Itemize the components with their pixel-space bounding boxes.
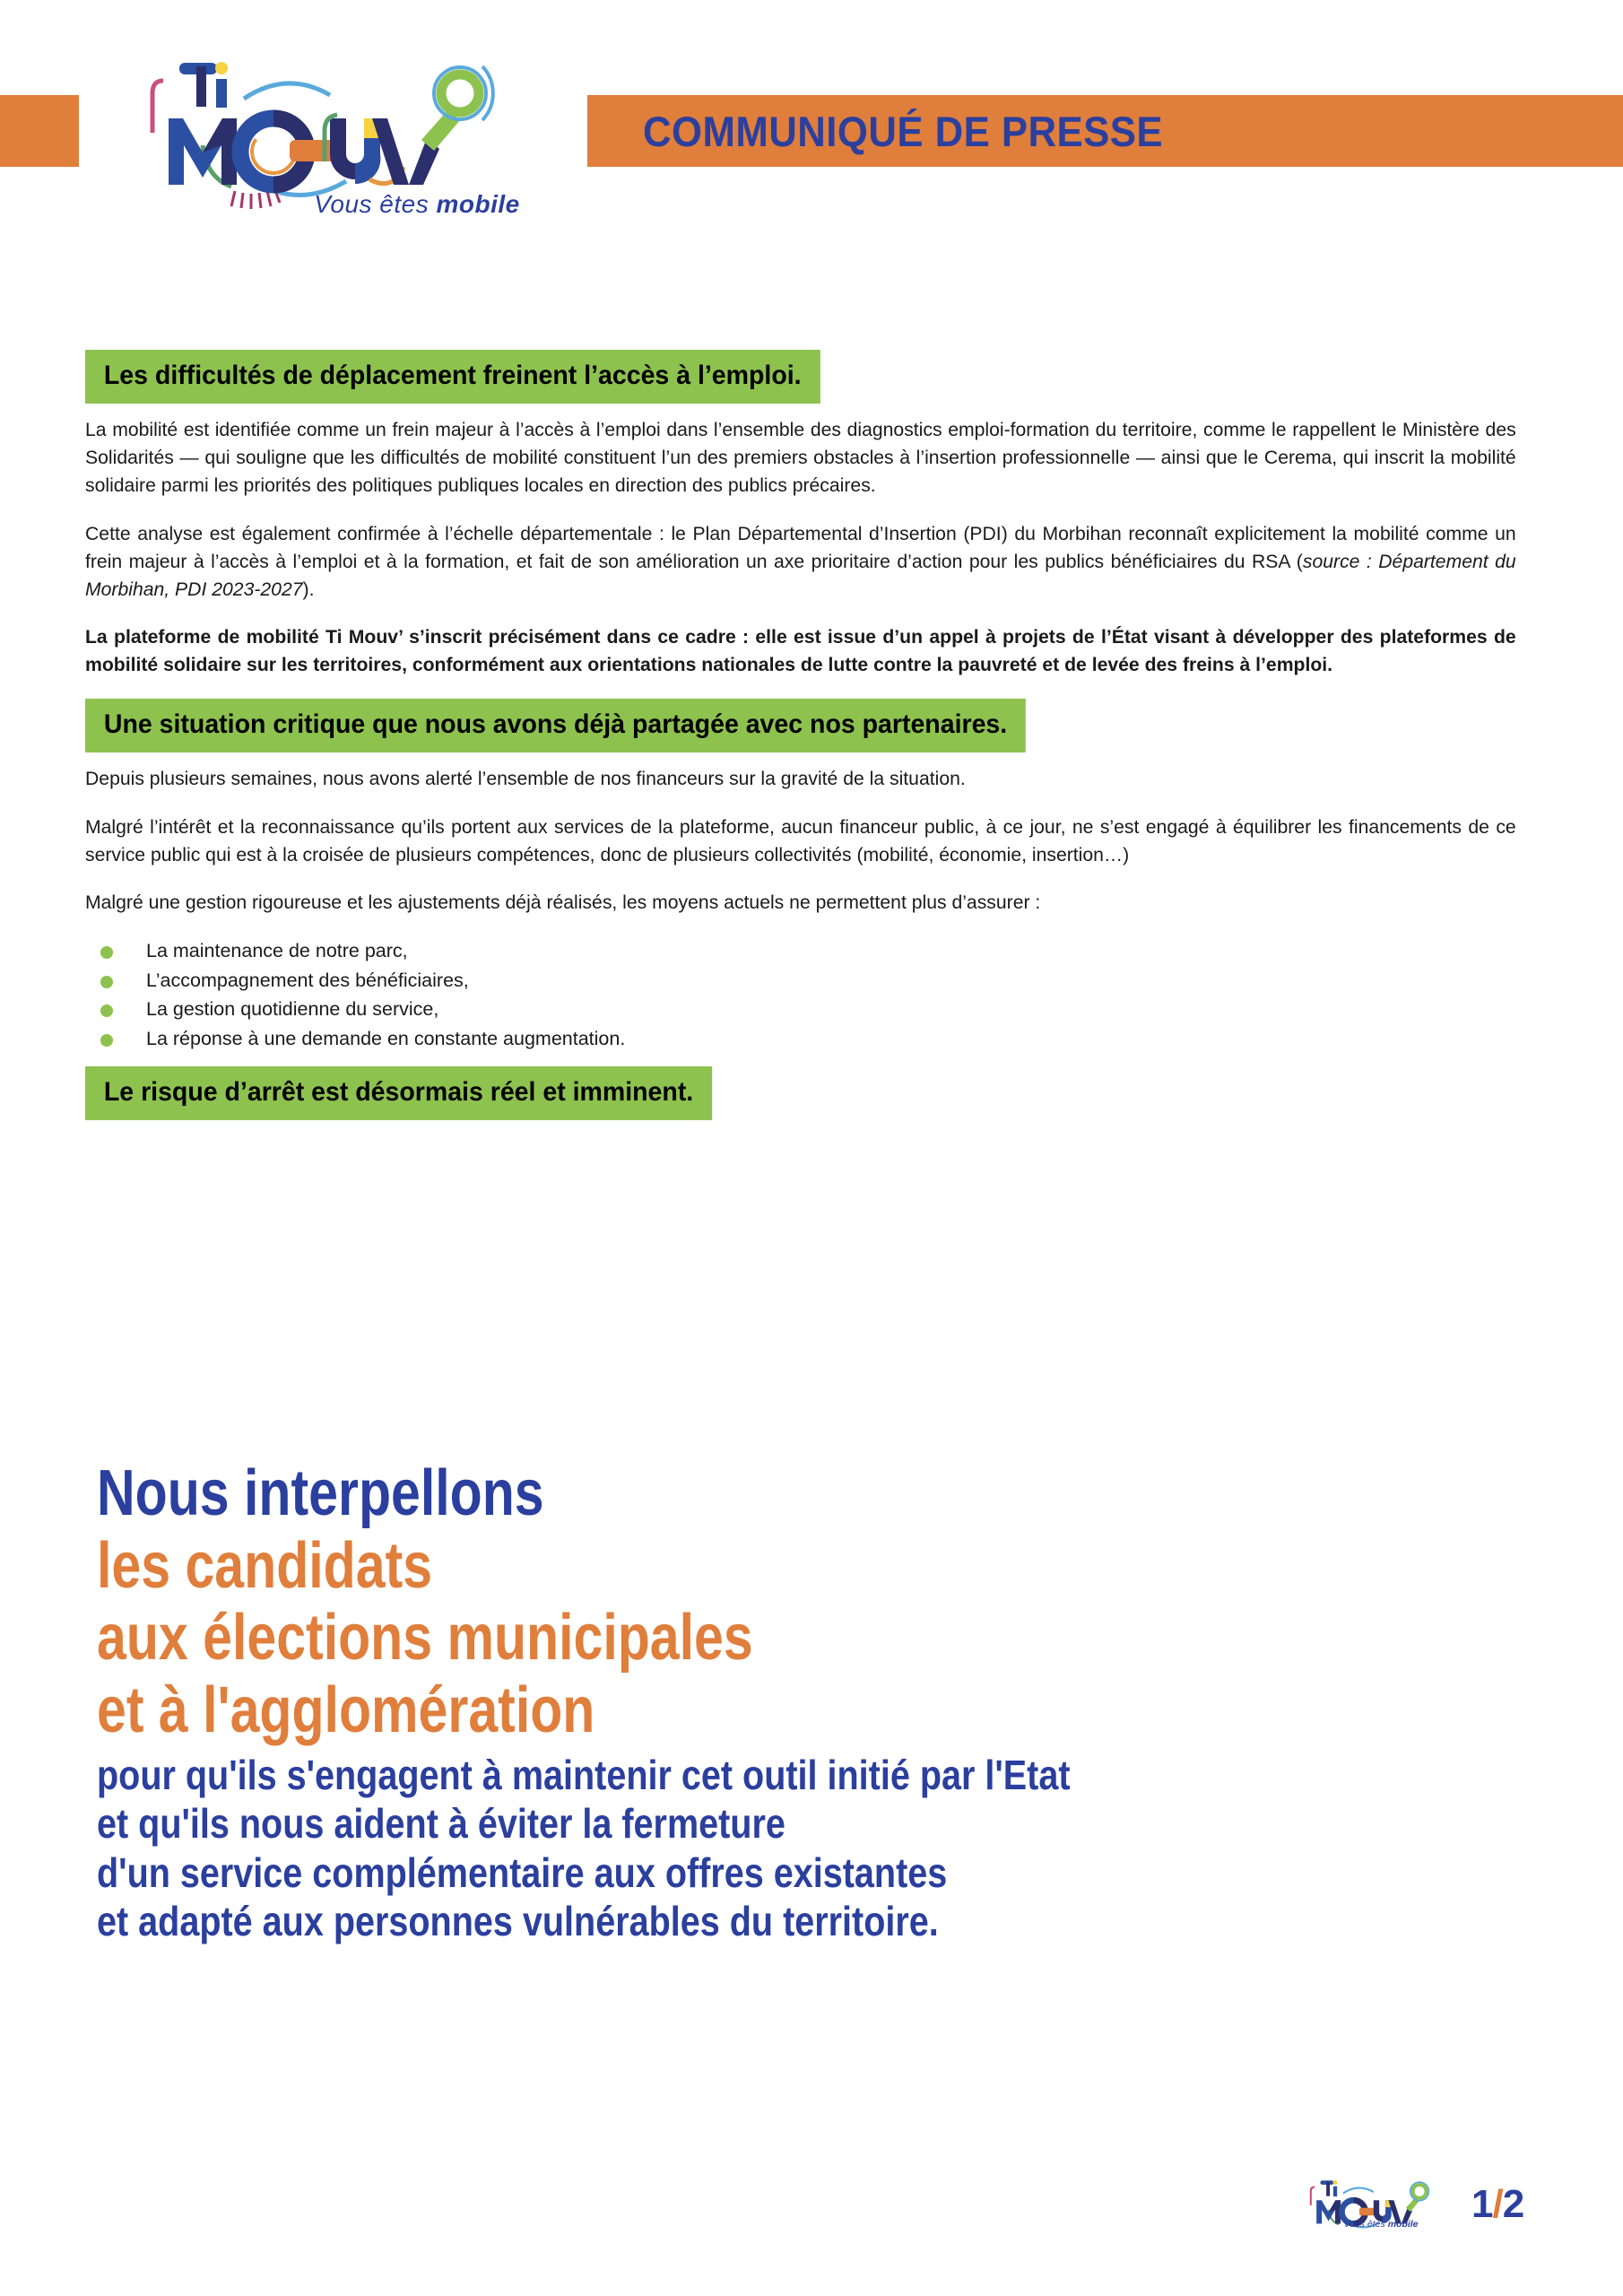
paragraph-1: La mobilité est identifiée comme un frein majeur à l’accès à l’emploi dans l’ensemble des diagnostics emploi-formation du territoire, comme le rappellent le Ministère des Solidarités — qui souligne que les difficultés de mobilité constituent l’un des premiers obstacles à l’insertion professionnelle — ainsi que le Cerema, qui inscrit la mobilité solidaire parmi les priorités des politiques publiques locales en direction des publics précaires. (85, 419, 1516, 497)
headline-line-4: et à l'agglomération (97, 1674, 595, 1746)
section-heading-row-3 (0, 1066, 1623, 1120)
paragraph-2 (85, 520, 1516, 604)
page-number-total: 2 (1502, 2182, 1524, 2226)
page-header (0, 0, 1623, 269)
needs-list (0, 936, 1623, 1054)
paragraph-4: Depuis plusieurs semaines, nous avons alerté l’ensemble de nos financeurs sur la gravité de la situation. (85, 768, 966, 790)
list-item: La gestion quotidienne du service, (0, 995, 1623, 1024)
paragraph-2-before: Cette analyse est également confirmée à l’échelle départementale : le Plan Départemental d’Insertion (PDI) du Morbihan reconnaît explicitement la mobilité comme un frein majeur à l’accès à l’emploi et à la formation, et fait de son amélioration un axe prioritaire d’action pour les publics bénéficiaires du RSA ( (85, 522, 1516, 572)
page-number-separator: / (1492, 2182, 1503, 2226)
section-heading-row-2 (0, 699, 1623, 752)
paragraph-2-source: source : Département du Morbihan, PDI 2023-2027 (85, 550, 1516, 600)
logo-tagline-plain: Vous êtes (314, 190, 437, 218)
logo-tagline-bold: mobile (436, 190, 520, 218)
list-item: La réponse à une demande en constante augmentation. (0, 1024, 1623, 1054)
section-heading-2: Une situation critique que nous avons déjà partagée avec nos partenaires. (85, 699, 1026, 752)
footer-tagline-plain: Vous êtes (1343, 2219, 1388, 2230)
decorative-bar-right (1544, 95, 1623, 167)
page-footer (1300, 2151, 1596, 2258)
page-number-current: 1 (1471, 2182, 1493, 2226)
banner-title: COMMUNIQUÉ DE PRESSE (643, 107, 1164, 155)
headline-sub-4: et adapté aux personnes vulnérables du territoire. (97, 1897, 939, 1944)
section-heading-3: Le risque d’arrêt est désormais réel et imminent. (85, 1066, 712, 1120)
footer-logo-tagline (1327, 2219, 1435, 2230)
footer-ti-mouv-logo (1300, 2170, 1448, 2239)
headline-line-1: Nous interpellons (97, 1457, 544, 1529)
headline-sub-1: pour qu'ils s'engagent à maintenir cet outil initié par l'Etat (97, 1752, 1071, 1799)
headline-sub-2: et qu'ils nous aident à éviter la fermeture (97, 1800, 785, 1848)
decorative-bar-left (0, 95, 79, 167)
section-heading-row-1 (0, 350, 1623, 404)
list-item: La maintenance de notre parc, (0, 936, 1623, 966)
call-to-action-headline (97, 1457, 1567, 1945)
document-body (0, 350, 1623, 1133)
headline-line-3: aux élections municipales (97, 1602, 753, 1674)
paragraph-6: Malgré une gestion rigoureuse et les ajustements déjà réalisés, les moyens actuels ne permettent plus d’assurer : (85, 891, 1041, 913)
paragraph-2-after: ). (302, 578, 315, 600)
page-number (1471, 2182, 1523, 2227)
list-item: L’accompagnement des bénéficiaires, (0, 966, 1623, 996)
press-release-banner (587, 95, 1544, 167)
paragraph-5: Malgré l’intérêt et la reconnaissance qu’ils portent aux services de la plateforme, aucun financeur public, à ce jour, ne s’est engagé à équilibrer les financements de ce service public qui est à la croisée de plusieurs compétences, donc de plusieurs collectivités (mobilité, économie, insertion…) (85, 815, 1516, 865)
headline-line-2: les candidats (97, 1529, 433, 1602)
section-heading-1: Les difficultés de déplacement freinent l’accès à l’emploi. (85, 350, 820, 404)
footer-tagline-bold: mobile (1387, 2219, 1419, 2230)
ti-mouv-logo (126, 34, 538, 227)
logo-tagline (269, 190, 565, 219)
headline-sub-3: d'un service complémentaire aux offres existantes (97, 1848, 948, 1896)
paragraph-3-bold: La plateforme de mobilité Ti Mouv’ s’inscrit précisément dans ce cadre : elle est issue d’un appel à projets de l’État visant à développer des plateformes de mobilité solidaire sur les territoires, conformément aux orientations nationales de lutte contre la pauvreté et de levée des freins à l’emploi. (85, 626, 1516, 676)
